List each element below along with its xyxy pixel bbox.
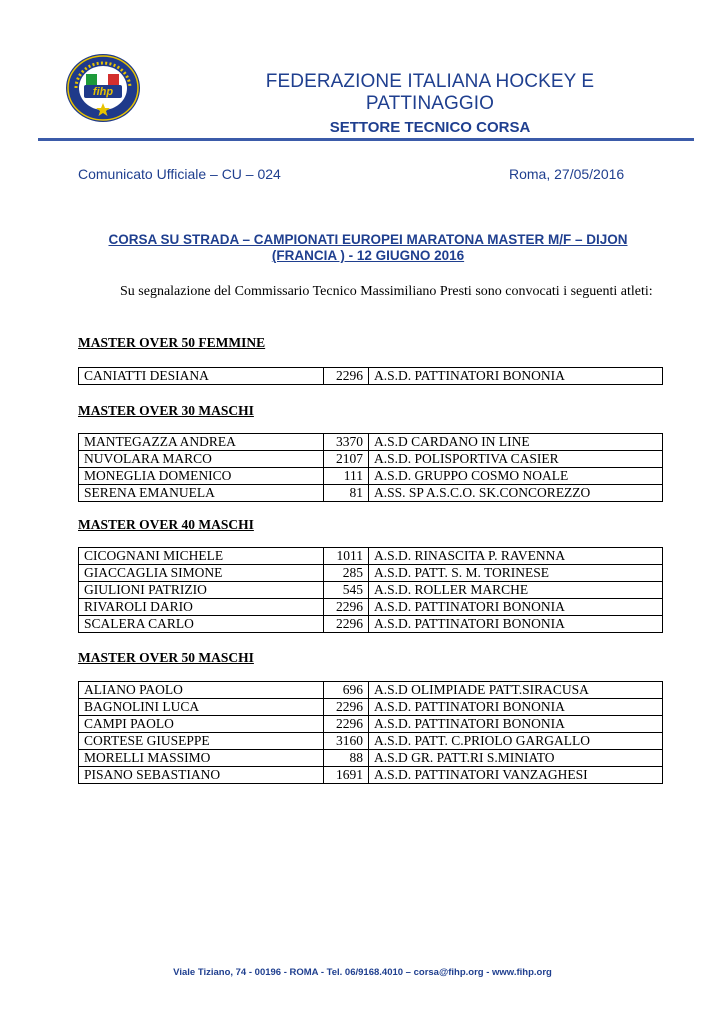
athlete-name: CAMPI PAOLO [79, 716, 324, 733]
athletes-table [78, 547, 663, 633]
athlete-name: CORTESE GIUSEPPE [79, 733, 324, 750]
table-row [79, 451, 663, 468]
athlete-name: NUVOLARA MARCO [79, 451, 324, 468]
table-row [79, 750, 663, 767]
table-row [79, 682, 663, 699]
athlete-code: 2296 [324, 599, 369, 616]
section-heading: MASTER OVER 40 MASCHI [78, 517, 254, 532]
athlete-club: A.S.D. PATT. S. M. TORINESE [369, 565, 663, 582]
section-heading: MASTER OVER 50 FEMMINE [78, 335, 266, 350]
athlete-club: A.S.D. PATT. C.PRIOLO GARGALLO [369, 733, 663, 750]
svg-text:fihp: fihp [92, 86, 114, 98]
athlete-code: 2107 [324, 451, 369, 468]
table-row [79, 468, 663, 485]
table-row [79, 733, 663, 750]
athlete-club: A.S.D. PATTINATORI BONONIA [369, 616, 663, 633]
athlete-code: 88 [324, 750, 369, 767]
sector-name: SETTORE TECNICO CORSA [329, 119, 531, 136]
athlete-name: SCALERA CARLO [79, 616, 324, 633]
communique-label: Comunicato Ufficiale – CU – 024 [78, 166, 281, 182]
athletes-table [78, 367, 663, 385]
athlete-code: 2296 [324, 716, 369, 733]
athlete-name: SERENA EMANUELA [79, 485, 324, 502]
table-row [79, 767, 663, 784]
athlete-club: A.S.D. PATTINATORI BONONIA [369, 716, 663, 733]
table-row [79, 582, 663, 599]
athlete-club: A.S.D. PATTINATORI BONONIA [369, 599, 663, 616]
footer-contacts: Viale Tiziano, 74 - 00196 - ROMA - Tel. 06/9168.4010 – corsa@fihp.org - www.fihp.org [173, 967, 552, 978]
athlete-name: CICOGNANI MICHELE [79, 548, 324, 565]
table-row [79, 434, 663, 451]
athlete-name: GIULIONI PATRIZIO [79, 582, 324, 599]
athlete-code: 81 [324, 485, 369, 502]
athlete-name: MORELLI MASSIMO [79, 750, 324, 767]
fihp-logo [64, 52, 142, 124]
athlete-club: A.S.D. POLISPORTIVA CASIER [369, 451, 663, 468]
athlete-club: A.SS. SP A.S.C.O. SK.CONCOREZZO [369, 485, 663, 502]
title-line-2: (FRANCIA ) - 12 GIUGNO 2016 [271, 248, 465, 263]
org-header [200, 71, 660, 136]
athlete-name: MONEGLIA DOMENICO [79, 468, 324, 485]
athlete-code: 696 [324, 682, 369, 699]
table-row [79, 716, 663, 733]
table-row [79, 485, 663, 502]
athlete-code: 1691 [324, 767, 369, 784]
athlete-club: A.S.D GR. PATT.RI S.MINIATO [369, 750, 663, 767]
athlete-code: 111 [324, 468, 369, 485]
athlete-name: RIVAROLI DARIO [79, 599, 324, 616]
athlete-code: 2296 [324, 368, 369, 385]
table-row [79, 368, 663, 385]
athlete-code: 2296 [324, 699, 369, 716]
table-row [79, 699, 663, 716]
section-heading: MASTER OVER 30 MASCHI [78, 403, 254, 418]
athlete-name: MANTEGAZZA ANDREA [79, 434, 324, 451]
table-row [79, 565, 663, 582]
athlete-club: A.S.D. PATTINATORI BONONIA [369, 699, 663, 716]
athlete-name: PISANO SEBASTIANO [79, 767, 324, 784]
athlete-club: A.S.D OLIMPIADE PATT.SIRACUSA [369, 682, 663, 699]
athlete-code: 545 [324, 582, 369, 599]
place-date: Roma, 27/05/2016 [509, 166, 625, 182]
athletes-table [78, 681, 663, 784]
athlete-club: A.S.D CARDANO IN LINE [369, 434, 663, 451]
athlete-name: BAGNOLINI LUCA [79, 699, 324, 716]
org-name: FEDERAZIONE ITALIANA HOCKEY E PATTINAGGIO [265, 71, 595, 114]
table-row [79, 616, 663, 633]
athlete-club: A.S.D. PATTINATORI BONONIA [369, 368, 663, 385]
athlete-name: ALIANO PAOLO [79, 682, 324, 699]
athlete-name: CANIATTI DESIANA [79, 368, 324, 385]
athlete-club: A.S.D. RINASCITA P. RAVENNA [369, 548, 663, 565]
athlete-code: 3370 [324, 434, 369, 451]
document-title [78, 232, 658, 264]
title-line-1: CORSA SU STRADA – CAMPIONATI EUROPEI MARATONA MASTER M/F – DIJON [108, 232, 628, 247]
athlete-club: A.S.D. GRUPPO COSMO NOALE [369, 468, 663, 485]
table-row [79, 599, 663, 616]
athlete-code: 1011 [324, 548, 369, 565]
athlete-code: 285 [324, 565, 369, 582]
header-divider [38, 138, 694, 141]
athlete-code: 3160 [324, 733, 369, 750]
athlete-name: GIACCAGLIA SIMONE [79, 565, 324, 582]
intro-paragraph: Su segnalazione del Commissario Tecnico Massimiliano Presti sono convocati i seguenti atleti: [120, 284, 653, 299]
table-row [79, 548, 663, 565]
athlete-club: A.S.D. ROLLER MARCHE [369, 582, 663, 599]
athletes-table [78, 433, 663, 502]
athlete-club: A.S.D. PATTINATORI VANZAGHESI [369, 767, 663, 784]
athlete-code: 2296 [324, 616, 369, 633]
section-heading: MASTER OVER 50 MASCHI [78, 650, 254, 665]
